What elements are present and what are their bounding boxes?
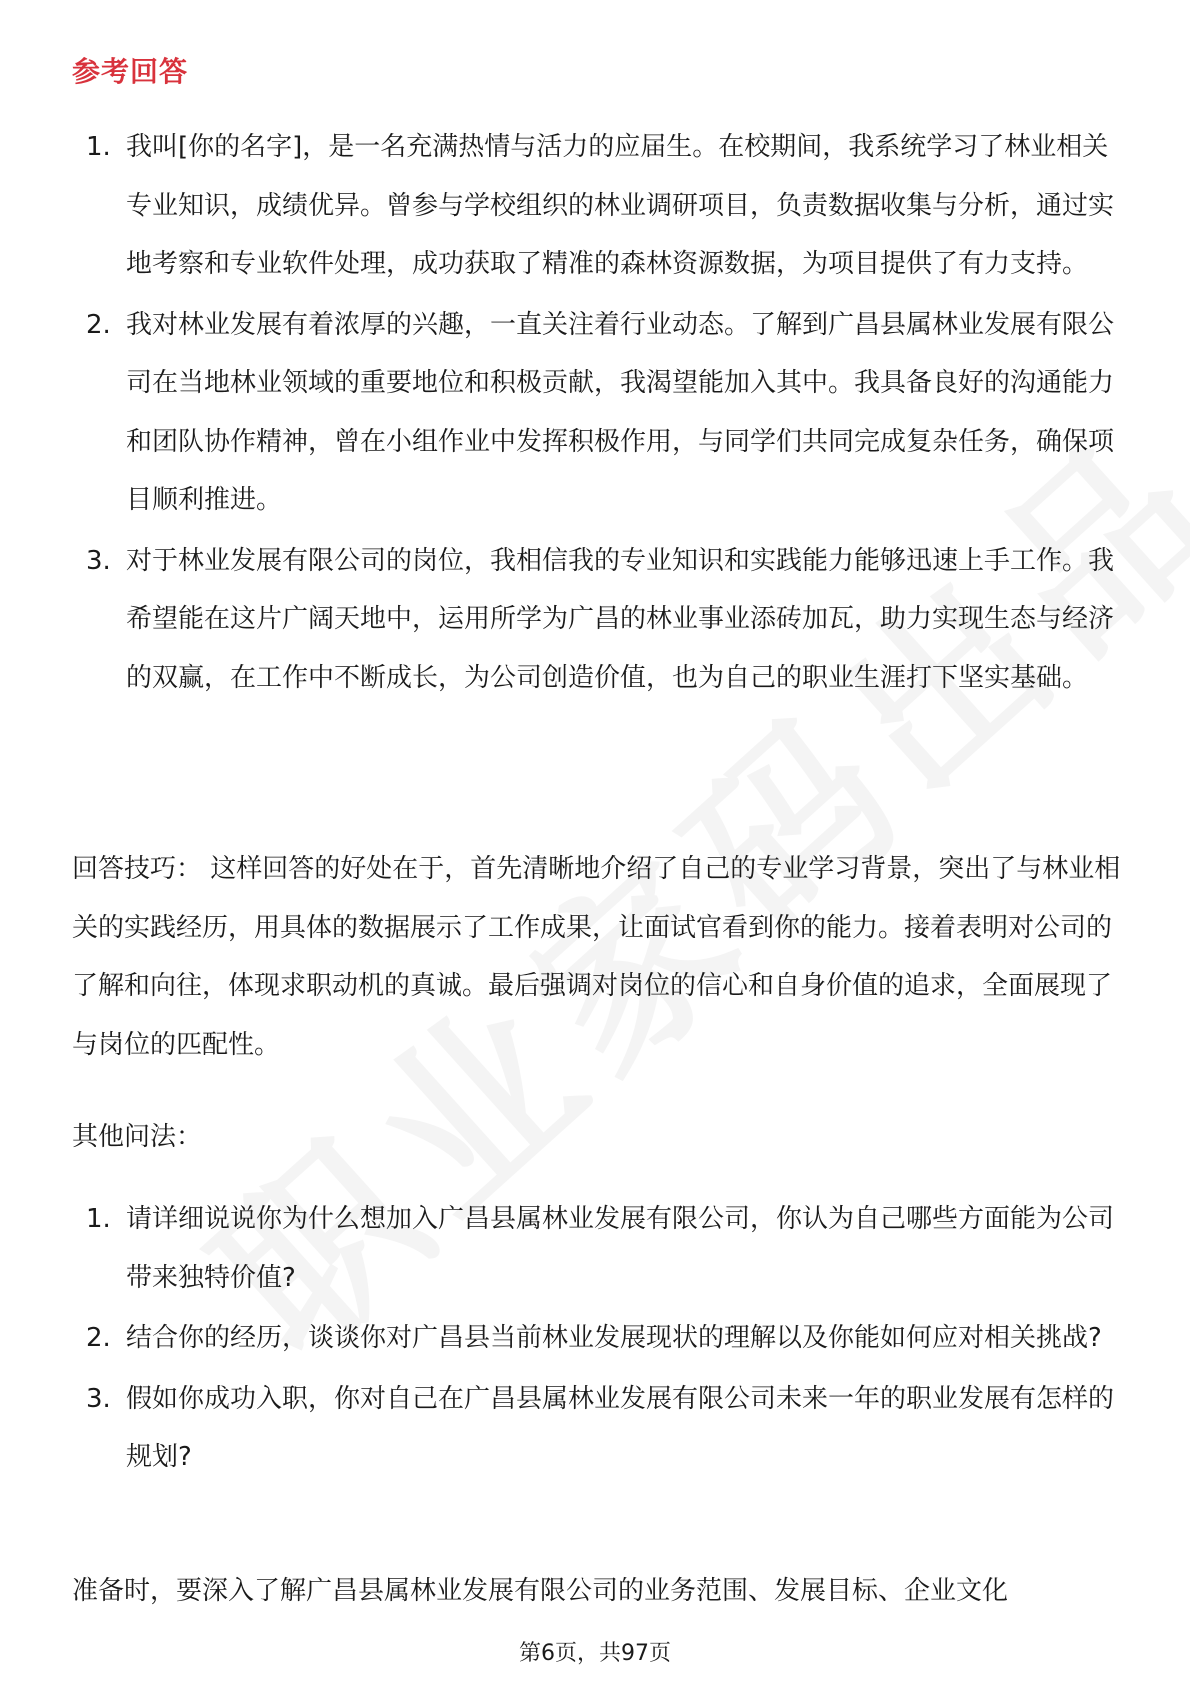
list-text: 结合你的经历，谈谈你对广昌县当前林业发展现状的理解以及你能如何应对相关挑战? [126,1323,1102,1353]
other-questions-label: 其他问法： [72,1122,203,1152]
list-item [72,296,1122,530]
preparation-text: 准备时，要深入了解广昌县属林业发展有限公司的业务范围、发展目标、企业文化 [72,1576,1009,1606]
list-item [72,532,1122,708]
list-text: 我对林业发展有着浓厚的兴趣，一直关注着行业动态。了解到广昌县属林业发展有限公司在当地林业领域的重要地位和积极贡献，我渴望能加入其中。我具备良好的沟通能力和团队协作精神，曾在小组作业中发挥积极作用，与同学们共同完成复杂任务，确保项目顺利推进。 [126,309,1115,515]
list-text: 假如你成功入职，你对自己在广昌县属林业发展有限公司未来一年的职业发展有怎样的规划? [126,1383,1115,1472]
list-number: 1. [86,1204,111,1234]
list-item [72,1370,1122,1487]
answer-tips: 回答技巧： 这样回答的好处在于，首先清晰地介绍了自己的专业学习背景，突出了与林业相关的实践经历，用具体的数据展示了工作成果，让面试官看到你的能力。接着表明对公司的了解和向往，体现求职动机的真诚。最后强调对岗位的信心和自身价值的追求，全面展现了与岗位的匹配性。 [72,854,1121,1060]
list-item [72,1190,1122,1307]
list-item [72,1309,1122,1368]
section-heading: 参考回答 [72,55,189,88]
page-number: 第6页，共97页 [519,1641,671,1666]
list-text: 我叫[你的名字]，是一名充满热情与活力的应届生。在校期间，我系统学习了林业相关专业知识，成绩优异。曾参与学校组织的林业调研项目，负责数据收集与分析，通过实地考察和专业软件处理，成功获取了精准的森林资源数据，为项目提供了有力支持。 [126,132,1115,279]
list-number: 2. [86,1323,111,1353]
other-questions-list [72,1190,1122,1489]
list-item [72,118,1122,294]
list-number: 2. [86,309,111,340]
list-text: 请详细说说你为什么想加入广昌县属林业发展有限公司，你认为自己哪些方面能为公司带来独特价值? [126,1204,1115,1293]
list-number: 3. [86,545,111,576]
list-text: 对于林业发展有限公司的岗位，我相信我的专业知识和实践能力能够迅速上手工作。我希望能在这片广阔天地中，运用所学为广昌的林业事业添砖加瓦，助力实现生态与经济的双赢，在工作中不断成长，为公司创造价值，也为自己的职业生涯打下坚实基础。 [126,545,1115,693]
list-number: 1. [86,132,111,162]
list-number: 3. [86,1383,111,1414]
answer-list [72,118,1122,709]
